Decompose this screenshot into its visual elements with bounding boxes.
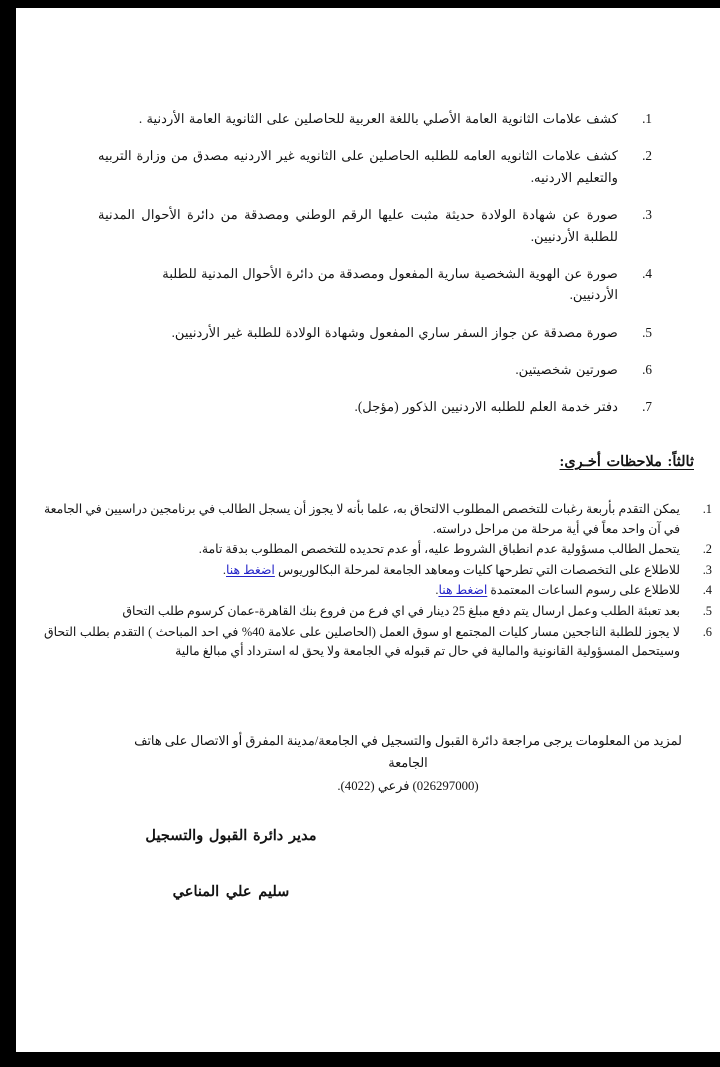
list-item [44, 500, 712, 539]
list-item [98, 108, 652, 129]
list-item-text: كشف علامات الثانوية العامة الأصلي باللغة العربية للحاصلين على الثانوية العامة الأردنية . [138, 111, 618, 126]
other-notes-list [44, 500, 712, 663]
list-item-text-before: للاطلاع على التخصصات التي تطرحها كليات ومعاهد الجامعة لمرحلة البكالوريوس [274, 562, 680, 577]
list-item-text: صورة مصدقة عن جواز السفر ساري المفعول وشهادة الولادة للطلبة غير الأردنيين. [171, 324, 618, 340]
contact-phone-line: (026297000) فرعي (4022). [337, 778, 479, 793]
list-marker: .4 [702, 583, 712, 598]
section-heading-other-notes: ثالثاً: ملاحظات أخـرى: [559, 454, 694, 470]
list-item-text [116, 561, 680, 581]
list-item [44, 623, 712, 662]
contact-line-1: لمزيد من المعلومات يرجى مراجعة دائرة القبول والتسجيل في الجامعة/مدينة المفرق أو الاتصال على هاتف الجامعة [134, 734, 682, 771]
list-marker: .4 [642, 265, 652, 281]
list-item-with-link [44, 581, 712, 601]
list-item-text: دفتر خدمة العلم للطلبه الاردنيين الذكور (مؤجل). [354, 399, 618, 415]
list-item-text-before: للاطلاع على رسوم الساعات المعتمدة [487, 583, 680, 598]
list-item [44, 602, 712, 622]
list-marker: .3 [702, 562, 712, 577]
documents-required-list [98, 108, 652, 434]
document-body [16, 8, 720, 1052]
list-item-text: لا يجوز للطلبة الناجحين مسار كليات المجتمع او سوق العمل (الحاصلين على علامة 40% في احد المباحث ) التقدم بطلب التحاق وسيتحمل المسؤولية القانونية والمالية في حال تم قبوله في الجامعة ولا يحق له استرداد أي مبالغ مالية [44, 624, 680, 659]
signature-block [106, 826, 356, 904]
list-marker: .7 [642, 399, 652, 415]
credit-hour-fees-link[interactable]: اضغط هنا [438, 583, 488, 598]
list-marker: .5 [702, 603, 712, 618]
list-item-text: يتحمل الطالب مسؤولية عدم انطباق الشروط عليه، أو عدم تحديده للتخصص المطلوب بدقة تامة. [198, 542, 680, 557]
list-marker: .2 [642, 148, 652, 164]
list-item-text: كشف علامات الثانويه العامه للطلبه الحاصلين على الثانويه غير الاردنيه مصدق من وزارة التربيه والتعليم الاردنيه. [98, 148, 618, 185]
list-item [98, 396, 652, 417]
document-page-sheet [16, 8, 720, 1052]
list-marker: .1 [702, 502, 712, 516]
list-item [44, 540, 712, 560]
programs-link[interactable]: اضغط هنا [226, 562, 275, 577]
list-item-text: صورة عن شهادة الولادة حديثة مثبت عليها الرقم الوطني ومصدقة من دائرة الأحوال المدنية للطلبة الأردنيين. [98, 207, 618, 244]
signatory-title: مدير دائرة القبول والتسجيل [145, 828, 317, 844]
list-item-text: صورتين شخصيتين. [515, 362, 618, 377]
list-marker: .2 [702, 542, 712, 557]
list-marker: .5 [642, 324, 652, 340]
list-item [98, 263, 652, 306]
list-item-text: يمكن التقدم بأربعة رغبات للتخصص المطلوب الالتحاق به، علما بأنه لا يجوز أن يسجل الطالب في برنامجين دراسيين في الجامعة في آن واحد معاً في أية مرحلة من مراحل دراسته. [44, 502, 680, 536]
list-item-text [116, 581, 680, 601]
list-item-text: صورة عن الهوية الشخصية سارية المفعول ومصدقة من دائرة الأحوال المدنية للطلبة الأردنيين. [162, 265, 618, 303]
list-marker: .6 [642, 362, 652, 377]
list-item [98, 359, 652, 380]
list-marker: .6 [702, 624, 712, 639]
list-marker: .3 [642, 207, 652, 223]
list-marker: .1 [642, 111, 652, 126]
list-item-text-after: . [435, 583, 439, 598]
list-item [98, 145, 652, 188]
list-item [98, 204, 652, 247]
contact-information-paragraph [124, 730, 692, 797]
list-item-text-after: . [222, 562, 227, 577]
list-item [98, 322, 652, 343]
signatory-name: سليم علي المناعي [172, 883, 290, 900]
list-item-text: بعد تعبئة الطلب وعمل ارسال يتم دفع مبلغ 25 دينار في اي فرع من فروع بنك القاهرة-عمان كرسوم طلب التحاق [122, 603, 680, 618]
list-item-with-link [44, 561, 712, 581]
